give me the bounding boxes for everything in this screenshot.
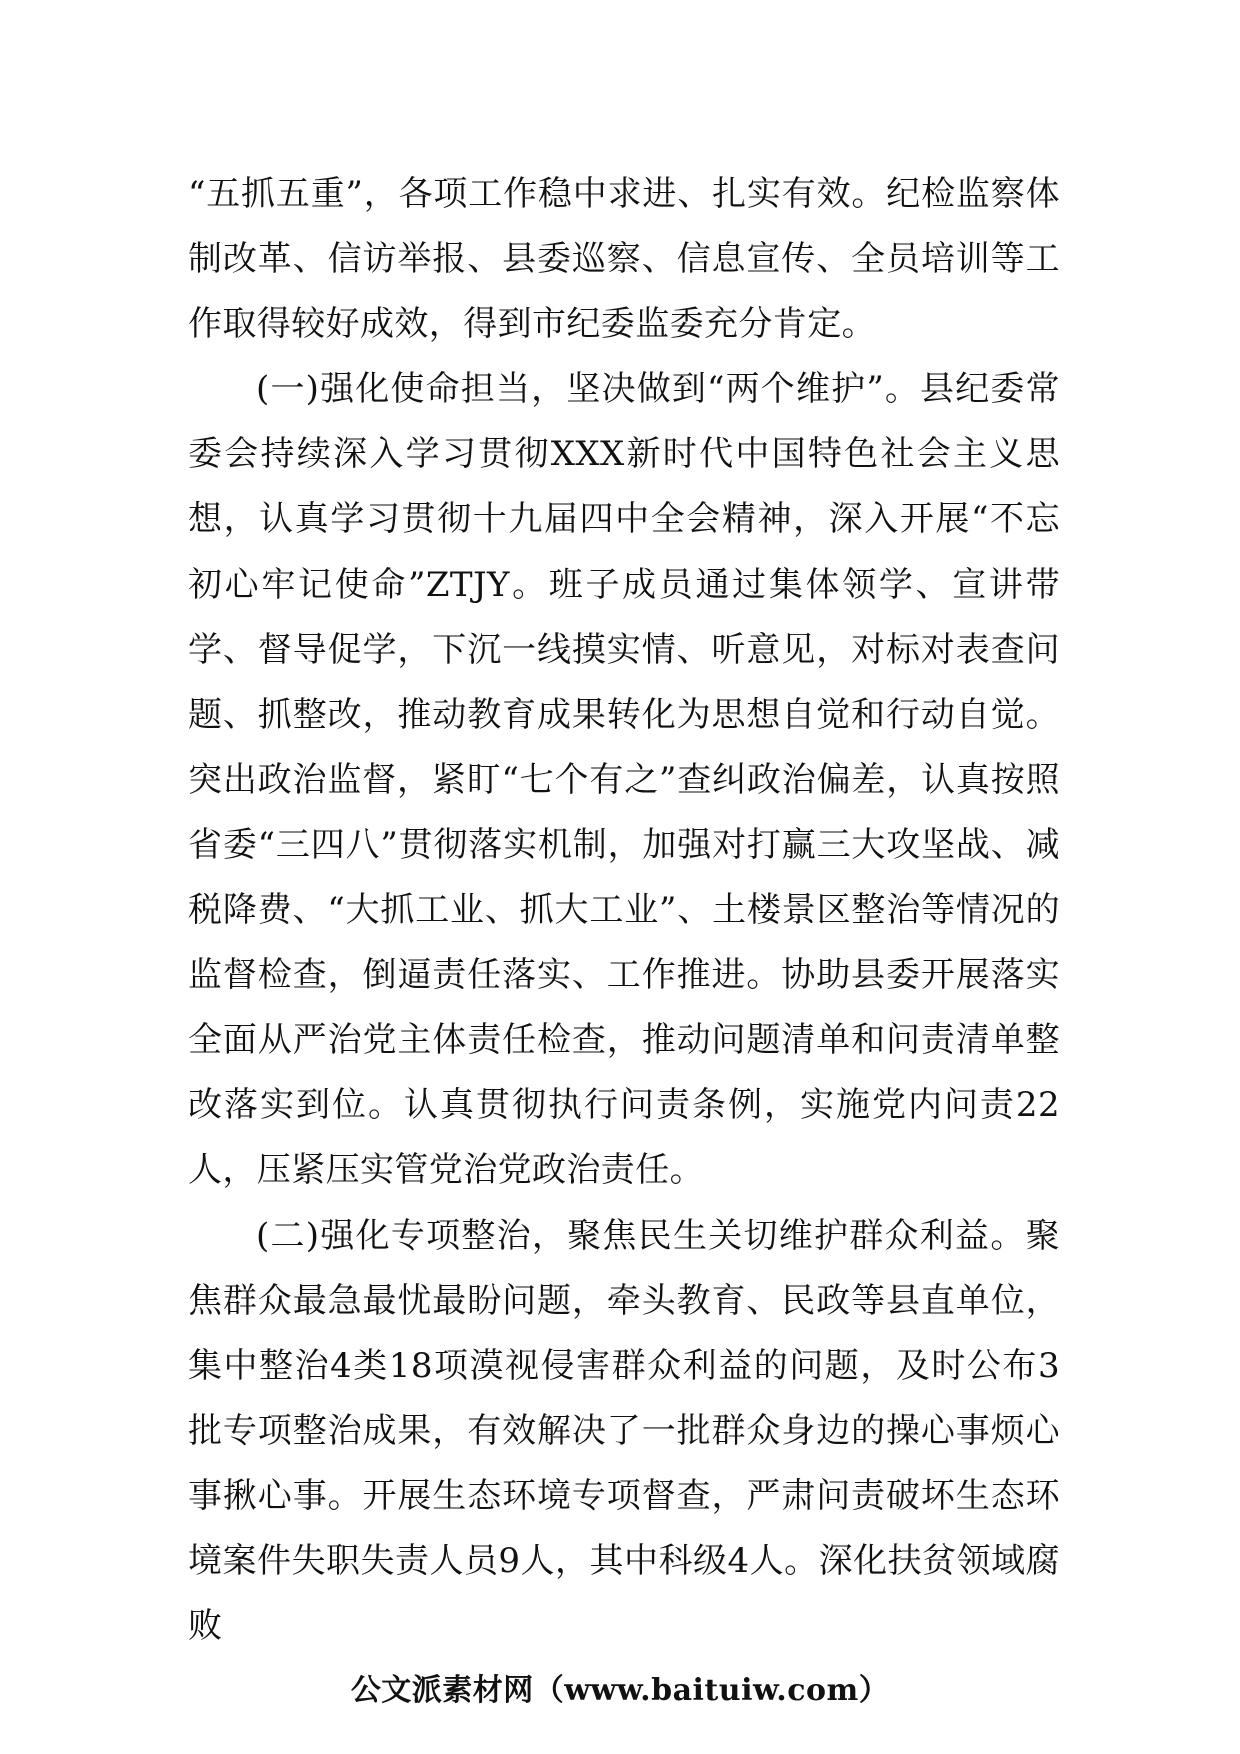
footer-watermark: 公文派素材网（www.baituiw.com） <box>350 1673 890 1708</box>
document-body <box>188 162 1060 1659</box>
paragraph-section-2: (二)强化专项整治，聚焦民生关切维护群众利益。聚焦群众最急最忧最盼问题，牵头教育、民政等县直单位，集中整治4类18项漠视侵害群众利益的问题，及时公布3批专项整治成果，有效解决了一批群众身边的操心事烦心事揪心事。开展生态环境专项督查，严肃问责破坏生态环境案件失职失责人员9人，其中科级4人。深化扶贫领域腐败 <box>188 1215 1060 1647</box>
paragraph-intro: “五抓五重”，各项工作稳中求进、扎实有效。纪检监察体制改革、信访举报、县委巡察、信息宣传、全员培训等工作取得较好成效，得到市纪委监委充分肯定。 <box>188 174 1060 345</box>
paragraph-section-1: (一)强化使命担当，坚决做到“两个维护”。县纪委常委会持续深入学习贯彻XXX新时代中国特色社会主义思想，认真学习贯彻十九届四中全会精神，深入开展“不忘初心牢记使命”ZTJY。班子成员通过集体领学、宣讲带学、督导促学，下沉一线摸实情、听意见，对标对表查问题、抓整改，推动教育成果转化为思想自觉和行动自觉。突出政治监督，紧盯“七个有之”查纠政治偏差，认真按照省委“三四八”贯彻落实机制，加强对打赢三大攻坚战、减税降费、“大抓工业、抓大工业”、土楼景区整治等情况的监督检查，倒逼责任落实、工作推进。协助县委开展落实全面从严治党主体责任检查，推动问题清单和问责清单整改落实到位。认真贯彻执行问责条例，实施党内问责22人，压紧压实管党治党政治责任。 <box>188 369 1060 1191</box>
